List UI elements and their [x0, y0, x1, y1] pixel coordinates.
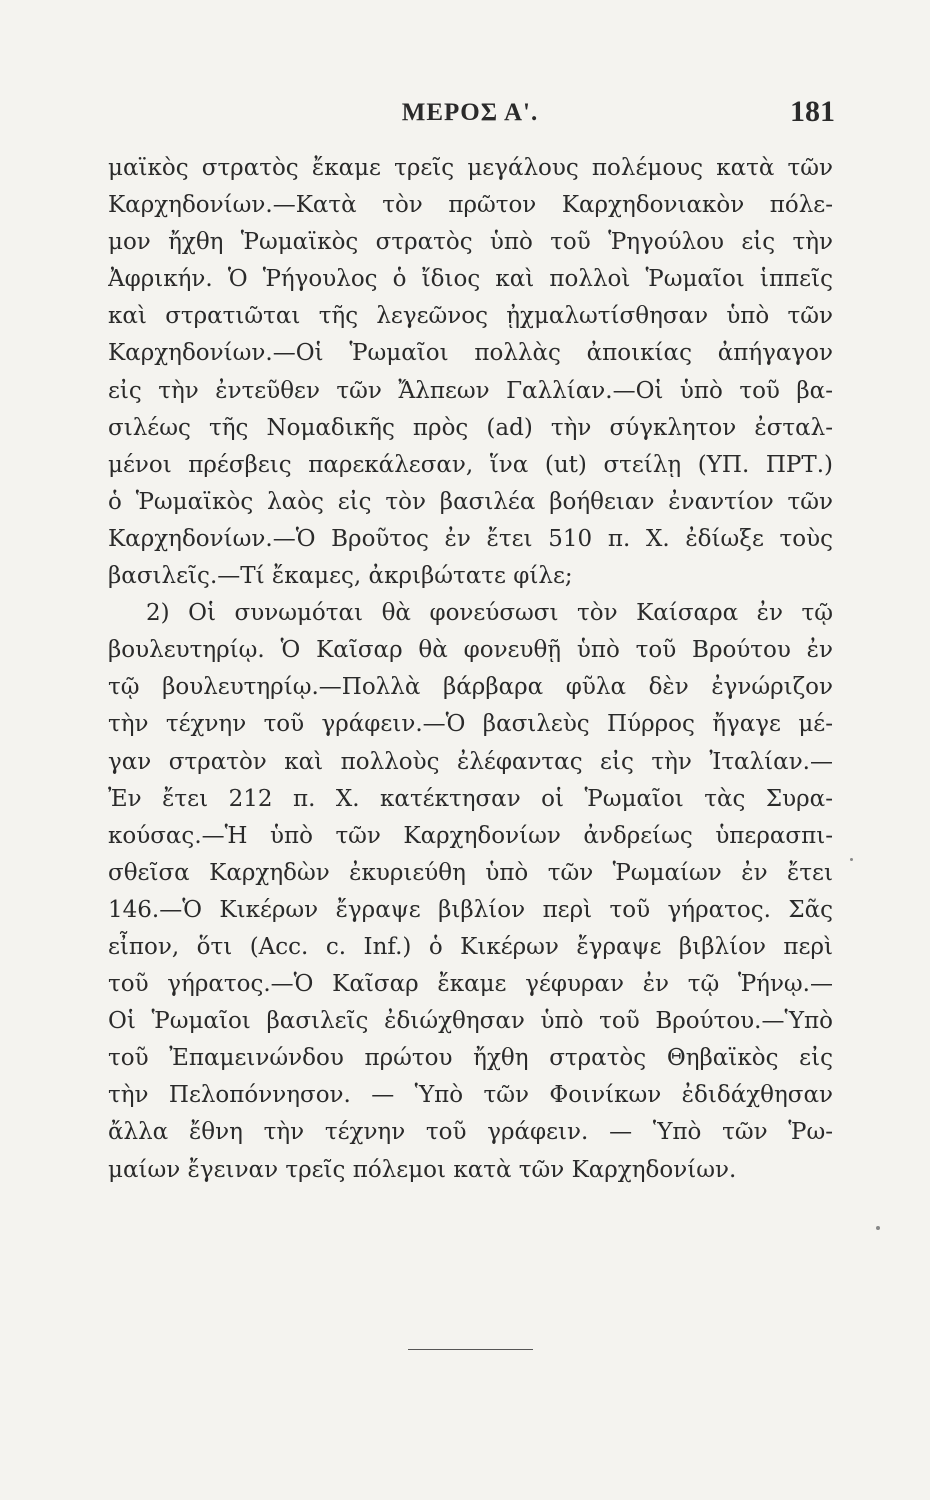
body-text — [108, 150, 833, 1189]
text-line: μαϊκὸς στρατὸς ἔκαμε τρεῖς μεγάλους πολέμους κατὰ τῶν — [108, 155, 833, 181]
text-line: μαίων ἔγειναν τρεῖς πόλεμοι κατὰ τῶν Καρχηδονίων. — [108, 1156, 737, 1183]
text-line: τὴν τέχνην τοῦ γράφειν.—Ὁ βασιλεὺς Πύρρος ἤγαγε μέ- — [108, 711, 833, 738]
print-speck — [850, 858, 853, 861]
text-line: μένοι πρέσβεις παρεκάλεσαν, ἵνα (ut) στείλῃ (ΥΠ. ΠΡΤ.) — [108, 451, 833, 478]
text-line: κούσας.—Ἡ ὑπὸ τῶν Καρχηδονίων ἀνδρείως ὑπερασπι- — [108, 822, 833, 849]
text-line: τῷ βουλευτηρίῳ.—Πολλὰ βάρβαρα φῦλα δὲν ἐγνώριζον — [108, 674, 833, 701]
text-line: Καρχηδονίων.—Οἱ Ῥωμαῖοι πολλὰς ἀποικίας ἀπήγαγον — [108, 340, 833, 367]
page-number: 181 — [790, 95, 835, 128]
text-line: Ἀφρικήν. Ὁ Ῥήγουλος ὁ ἴδιος καὶ πολλοὶ Ῥωμαῖοι ἱππεῖς — [108, 266, 833, 293]
running-head: ΜΕΡΟΣ Α'. — [401, 99, 539, 126]
text-line: 146.—Ὁ Κικέρων ἔγραψε βιβλίον περὶ τοῦ γήρατος. Σᾶς — [108, 896, 833, 923]
text-line: τὴν Πελοπόννησον. — Ὑπὸ τῶν Φοινίκων ἐδιδάχθησαν — [108, 1082, 833, 1109]
text-line: σιλέως τῆς Νομαδικῆς πρὸς (ad) τὴν σύγκλητον ἐσταλ- — [108, 414, 833, 441]
text-line: ἄλλα ἔθνη τὴν τέχνην τοῦ γράφειν. — Ὑπὸ τῶν Ῥω- — [108, 1119, 833, 1146]
print-speck — [876, 1226, 880, 1230]
text-line: Καρχηδονίων.—Ὁ Βροῦτος ἐν ἔτει 510 π. Χ. ἐδίωξε τοὺς — [108, 525, 833, 552]
text-line: εἶπον, ὅτι (Acc. c. Inf.) ὁ Κικέρων ἔγραψε βιβλίον περὶ — [108, 933, 833, 960]
text-line: 2) Οἱ συνωμόται θὰ φονεύσωσι τὸν Καίσαρα ἐν τῷ — [146, 600, 833, 627]
text-line: γαν στρατὸν καὶ πολλοὺς ἐλέφαντας εἰς τὴν Ἰταλίαν.— — [108, 748, 833, 775]
text-line: σθεῖσα Καρχηδὼν ἐκυριεύθη ὑπὸ τῶν Ῥωμαίων ἐν ἔτει — [108, 859, 833, 886]
text-line: ὁ Ῥωμαϊκὸς λαὸς εἰς τὸν βασιλέα βοήθειαν ἐναντίον τῶν — [108, 488, 833, 515]
text-line: τοῦ γήρατος.—Ὁ Καῖσαρ ἔκαμε γέφυραν ἐν τῷ Ῥήνῳ.— — [108, 971, 833, 998]
text-line: βουλευτηρίῳ. Ὁ Καῖσαρ θὰ φονευθῇ ὑπὸ τοῦ Βρούτου ἐν — [108, 637, 833, 664]
text-line: Καρχηδονίων.—Κατὰ τὸν πρῶτον Καρχηδονιακὸν πόλε- — [108, 192, 833, 219]
text-line: τοῦ Ἐπαμεινώνδου πρώτου ἤχθη στρατὸς Θηβαϊκὸς εἰς — [108, 1045, 833, 1072]
text-line: βασιλεῖς.—Τί ἔκαμες, ἀκριβώτατε φίλε; — [108, 563, 573, 590]
text-line: Ἐν ἔτει 212 π. Χ. κατέκτησαν οἱ Ῥωμαῖοι τὰς Συρα- — [108, 785, 833, 812]
text-line: Οἱ Ῥωμαῖοι βασιλεῖς ἐδιώχθησαν ὑπὸ τοῦ Βρούτου.—Ὑπὸ — [108, 1008, 833, 1035]
page-header — [105, 95, 835, 135]
text-line: καὶ στρατιῶται τῆς λεγεῶνος ᾐχμαλωτίσθησαν ὑπὸ τῶν — [108, 303, 833, 330]
footer-rule — [408, 1349, 533, 1350]
text-line: μον ἤχθη Ῥωμαϊκὸς στρατὸς ὑπὸ τοῦ Ῥηγούλου εἰς τὴν — [108, 229, 833, 256]
text-line: εἰς τὴν ἐντεῦθεν τῶν Ἄλπεων Γαλλίαν.—Οἱ ὑπὸ τοῦ βα- — [108, 377, 833, 404]
